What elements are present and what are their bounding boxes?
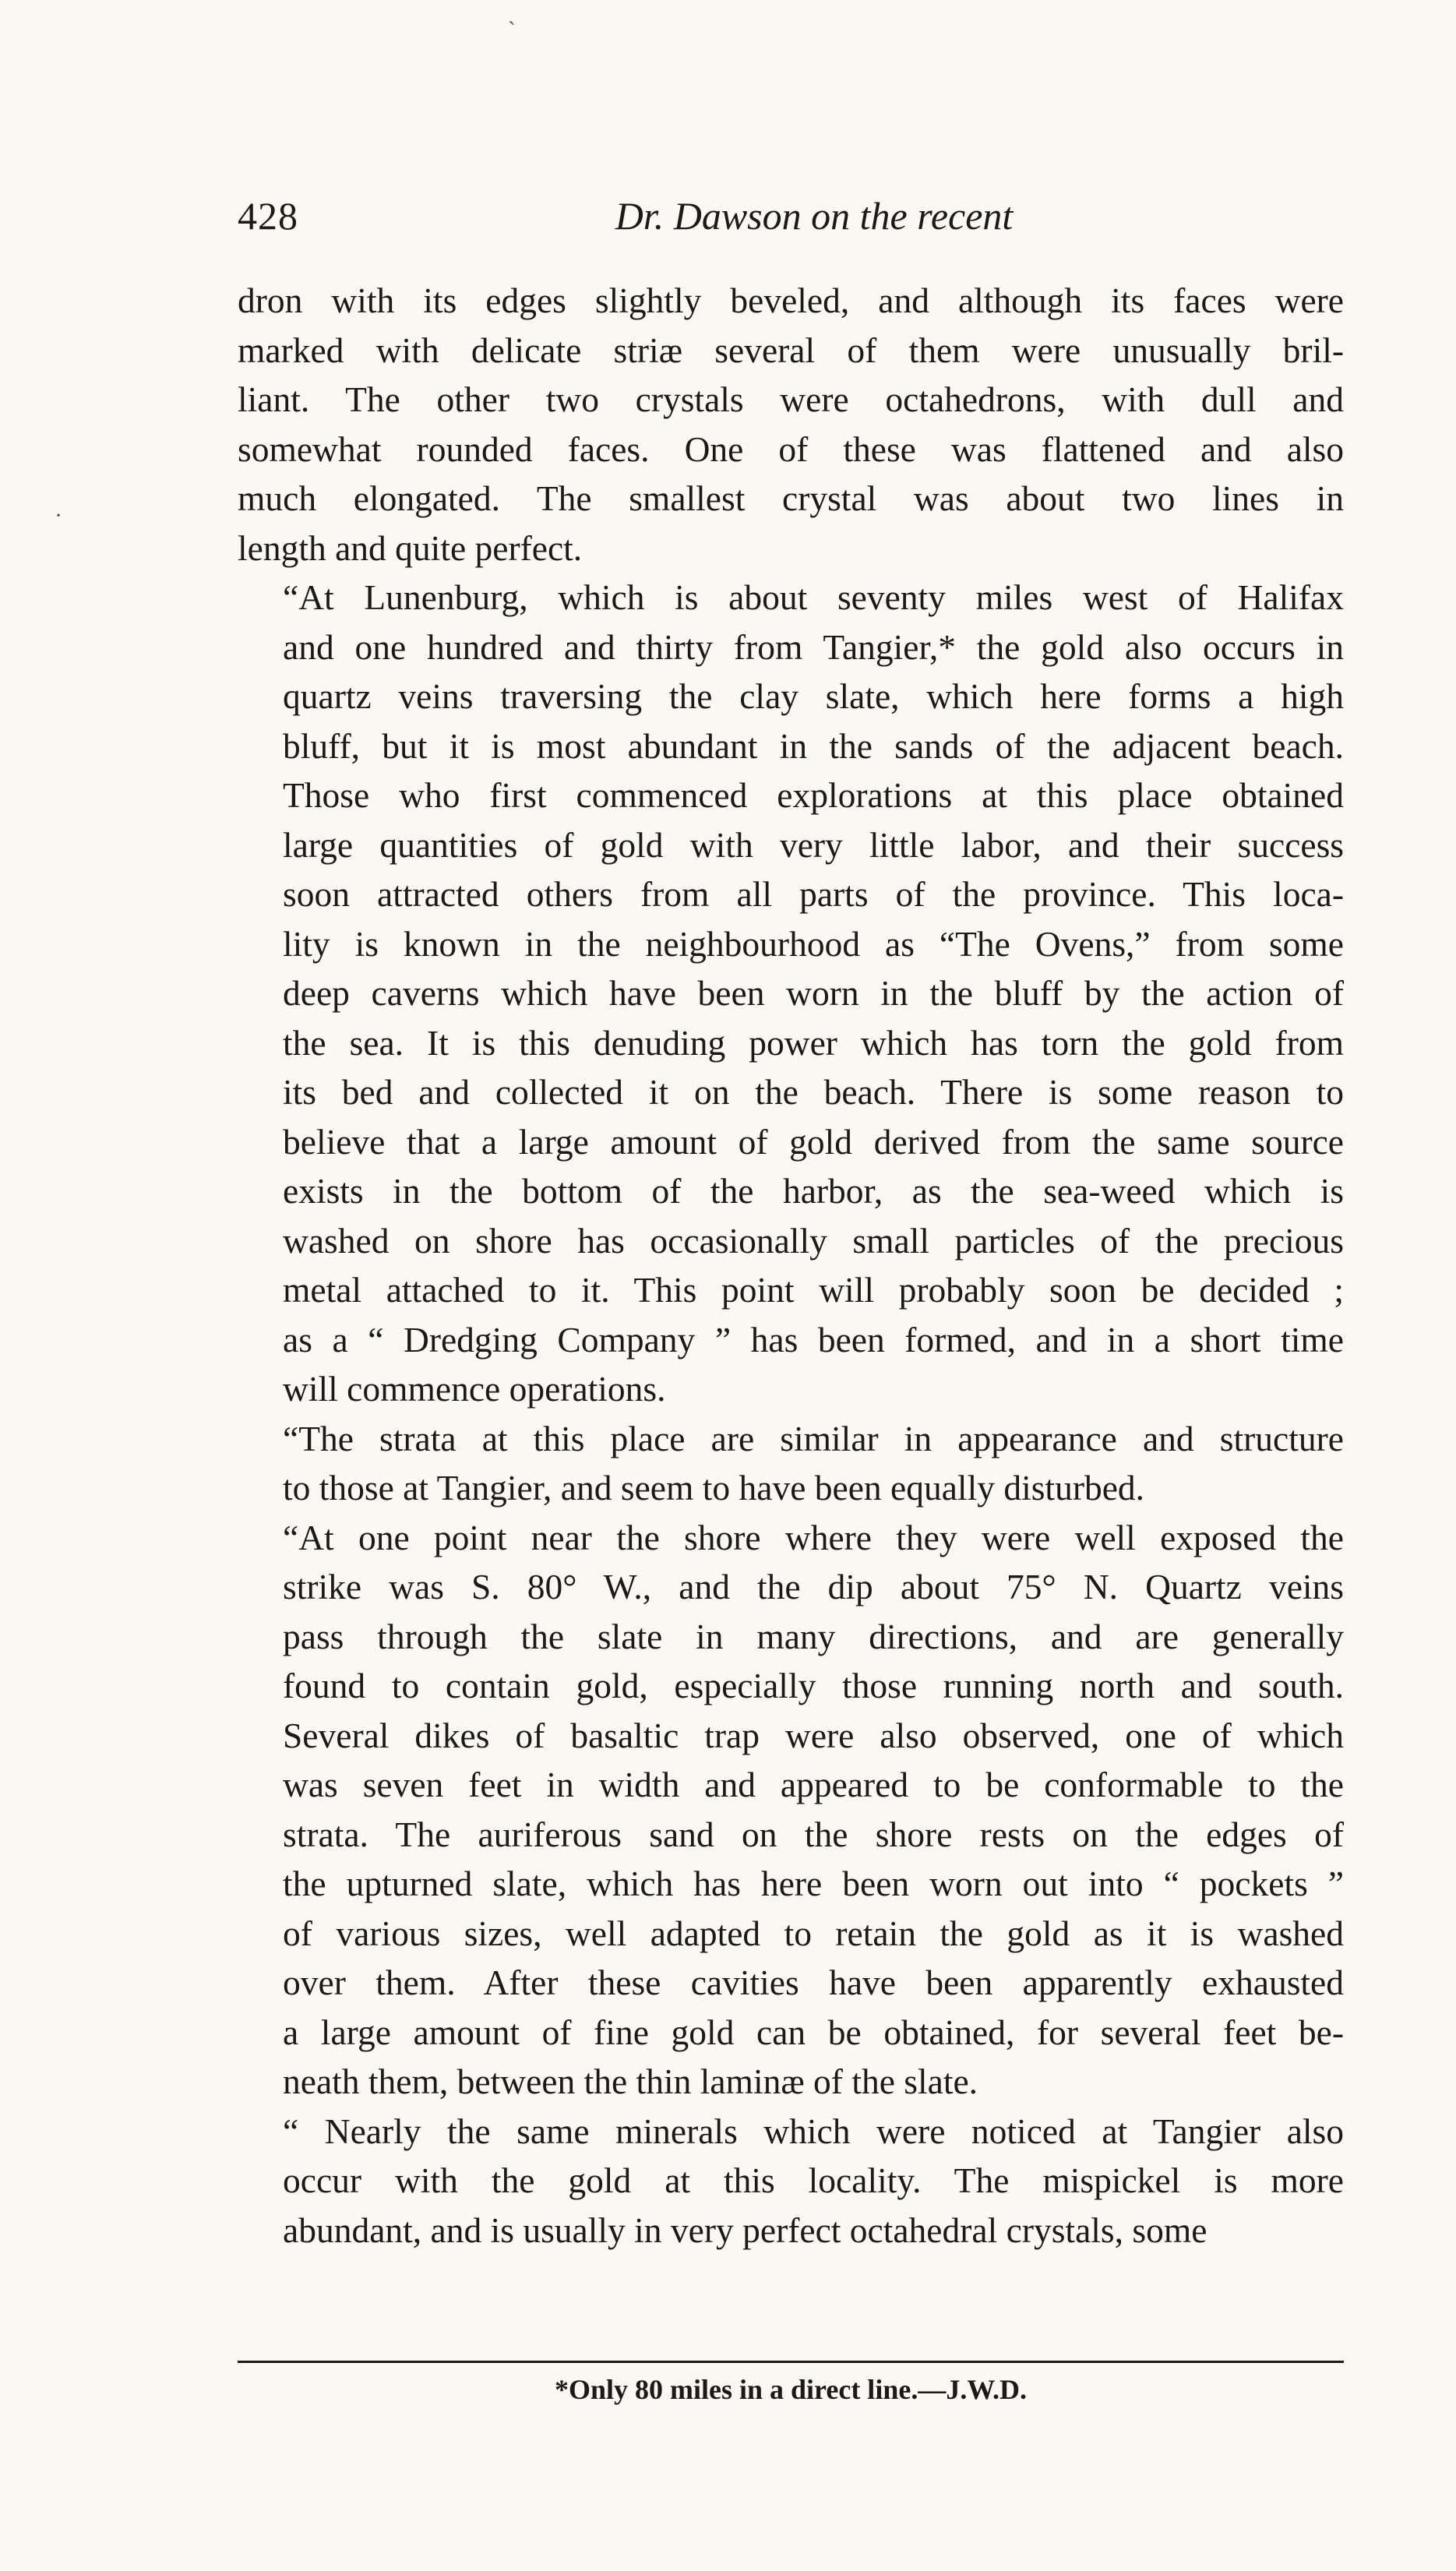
text-line: a large amount of fine gold can be obtained, for several feet be- (283, 2012, 1344, 2052)
text-line: lity is known in the neighbourhood as “The Ovens,” from some (283, 923, 1344, 964)
text-line: of various sizes, well adapted to retain the gold as it is washed (283, 1913, 1344, 1953)
text-line: “At Lunenburg, which is about seventy miles west of Halifax (283, 577, 1344, 617)
text-line: “The strata at this place are similar in appearance and structure (283, 1418, 1344, 1458)
footnote-rule (238, 2361, 1344, 2363)
running-title: Dr. Dawson on the recent (615, 194, 1014, 238)
text-line: strike was S. 80° W., and the dip about 75° N. Quartz veins (283, 1567, 1344, 1606)
text-line: washed on shore has occasionally small particles of the precious (283, 1220, 1344, 1261)
text-line: found to contain gold, especially those running north and south. (283, 1666, 1344, 1705)
text-line: large quantities of gold with very little labor, and their success (283, 824, 1344, 865)
text-line: soon attracted others from all parts of the province. This loca- (283, 874, 1344, 914)
text-line: dron with its edges slightly beveled, and although its faces were (238, 280, 1344, 320)
text-line: believe that a large amount of gold derived from the same source (283, 1121, 1344, 1162)
text-line: pass through the slate in many directions, and are generally (283, 1616, 1344, 1656)
text-line: over them. After these cavities have been apparently exhausted (283, 1963, 1344, 2002)
text-line: was seven feet in width and appeared to be conformable to the (283, 1765, 1344, 1804)
footnote: *Only 80 miles in a direct line.—J.W.D. (554, 2374, 1028, 2405)
text-line: exists in the bottom of the harbor, as the sea-weed which is (283, 1171, 1344, 1211)
paragraph (238, 1513, 1344, 2107)
text-line: “At one point near the shore where they were well exposed the (283, 1517, 1344, 1557)
paragraph (238, 573, 1344, 1414)
page-header (238, 193, 1344, 256)
text-line: quartz veins traversing the clay slate, which here forms a high (283, 676, 1344, 716)
text-line: strata. The auriferous sand on the shore rests on the edges of (283, 1814, 1344, 1854)
text-line: abundant, and is usually in very perfect octahedral crystals, some (283, 2210, 1207, 2250)
text-line: the sea. It is this denuding power which has torn the gold from (283, 1022, 1344, 1063)
speck-mark: ˋ (508, 17, 516, 43)
text-line: deep caverns which have been worn in the bluff by the action of (283, 973, 1344, 1013)
text-line: marked with delicate striæ several of them were unusually bril- (238, 330, 1344, 370)
text-line: as a “ Dredging Company ” has been formed, and in a short time (283, 1319, 1344, 1360)
text-line: much elongated. The smallest crystal was about two lines in (238, 478, 1344, 518)
text-line: Several dikes of basaltic trap were also observed, one of which (283, 1715, 1344, 1755)
text-line: the upturned slate, which has here been worn out into “ pockets ” (283, 1864, 1344, 1903)
text-line: bluff, but it is most abundant in the sands of the adjacent beach. (283, 725, 1344, 766)
text-line: to those at Tangier, and seem to have been equally disturbed. (283, 1468, 1145, 1508)
text-line: will commence operations. (283, 1369, 666, 1409)
page-number: 428 (238, 194, 298, 238)
text-line: its bed and collected it on the beach. There is some reason to (283, 1072, 1344, 1112)
text-line: neath them, between the thin laminæ of the slate. (283, 2061, 978, 2101)
text-line: liant. The other two crystals were octahedrons, with dull and (238, 379, 1344, 419)
text-line: metal attached to it. This point will probably soon be decided ; (283, 1270, 1344, 1310)
paragraph (238, 1414, 1344, 1513)
text-line: length and quite perfect. (238, 527, 583, 568)
speck-mark: · (55, 503, 62, 528)
text-line: somewhat rounded faces. One of these was flattened and also (238, 428, 1344, 469)
text-line: Those who first commenced explorations at this place obtained (283, 775, 1344, 815)
body-text (238, 276, 1344, 2255)
text-line: “ Nearly the same minerals which were noticed at Tangier also (283, 2111, 1344, 2151)
text-line: and one hundred and thirty from Tangier,* the gold also occurs in (283, 626, 1344, 667)
paragraph (238, 2107, 1344, 2255)
paragraph (238, 276, 1344, 573)
text-line: occur with the gold at this locality. The mispickel is more (283, 2160, 1344, 2200)
